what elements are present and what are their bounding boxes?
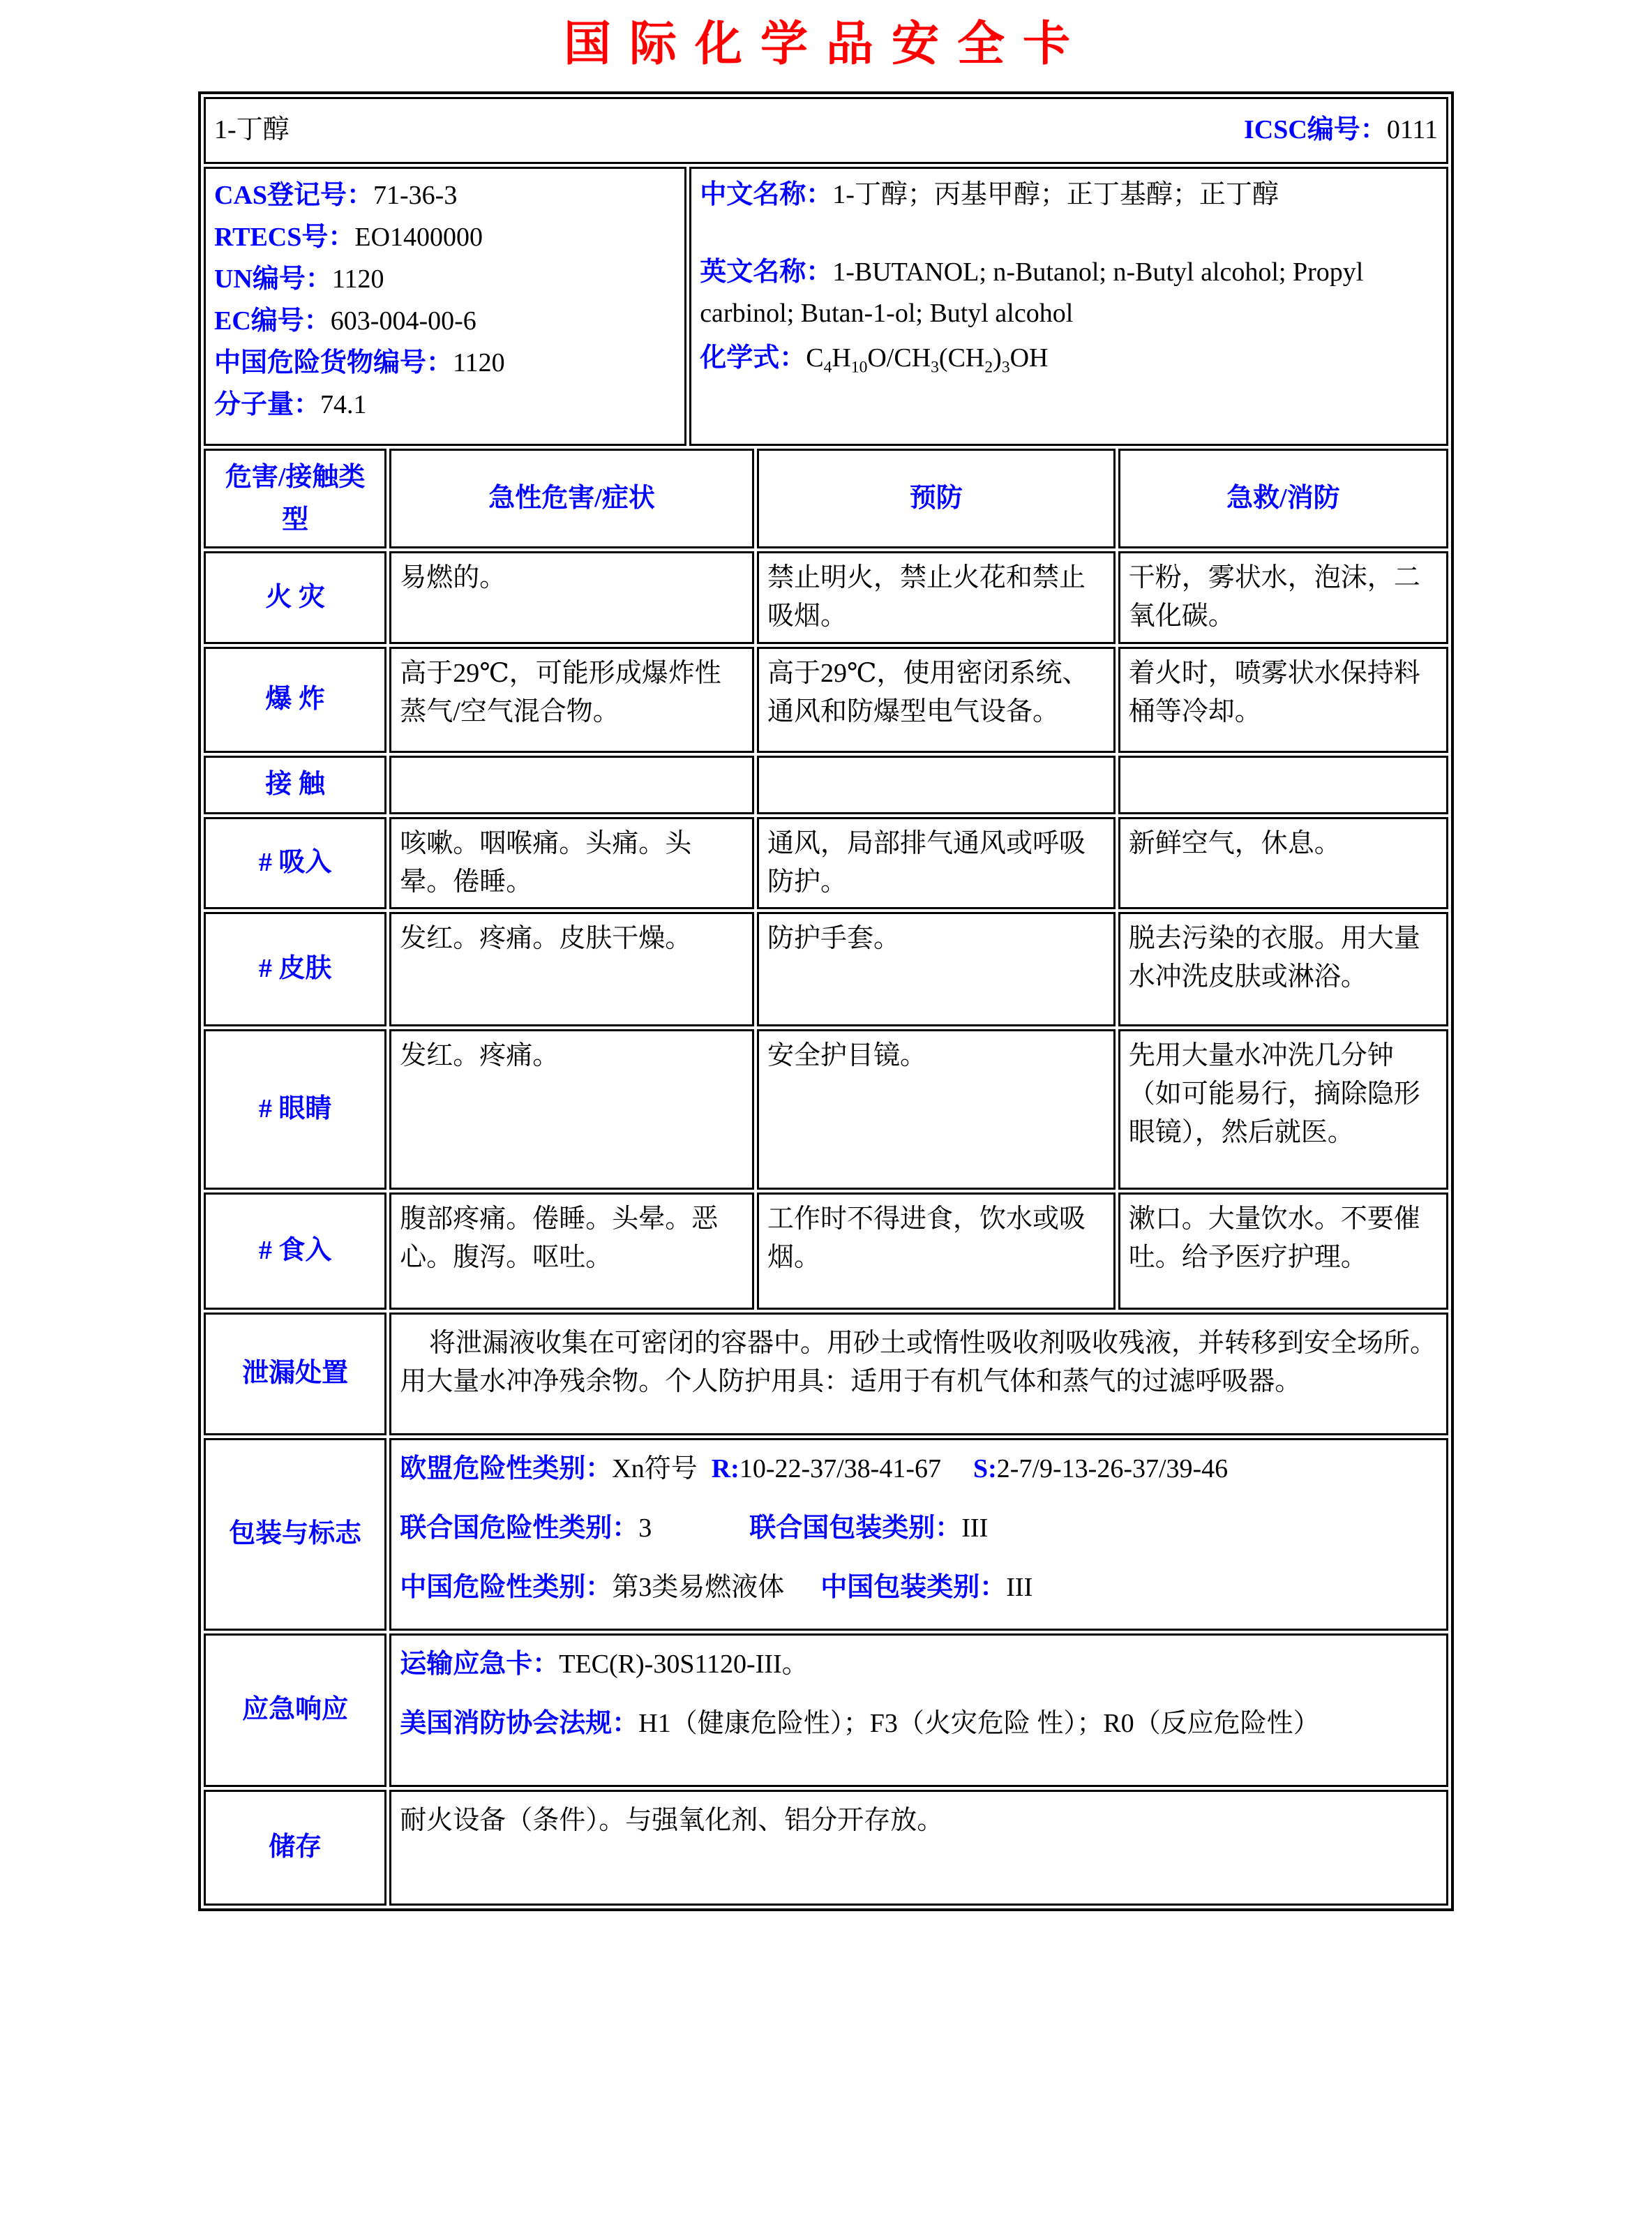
molecular-weight-label: 分子量： (214, 389, 321, 419)
un-number-line (214, 258, 676, 300)
icsc-number-group (1244, 111, 1438, 149)
storage-row (204, 1790, 1448, 1906)
hazard-row-skin (204, 912, 1448, 1026)
ec-label: EC编号： (214, 306, 331, 336)
inhalation-symptoms: 咳嗽。咽喉痛。头痛。头晕。倦睡。 (389, 817, 754, 909)
hazard-row-ingestion (204, 1192, 1448, 1310)
header-hazard-type: 危害/接触类型 (204, 449, 386, 549)
contact-prevention (757, 756, 1116, 814)
skin-symptoms: 发红。疼痛。皮肤干燥。 (389, 912, 754, 1026)
eu-symbol: Xn符号 (612, 1453, 698, 1483)
ingestion-symptoms: 腹部疼痛。倦睡。头晕。恶心。腹泻。呕吐。 (389, 1192, 754, 1310)
un-label: UN编号： (214, 264, 332, 294)
eu-s-label: S: (973, 1453, 997, 1483)
ingestion-first-aid: 漱口。大量饮水。不要催吐。给予医疗护理。 (1118, 1192, 1448, 1310)
eu-r-label: R: (711, 1453, 739, 1483)
packaging-label: 包装与标志 (204, 1438, 386, 1631)
china-dg-label: 中国危险货物编号： (214, 347, 453, 377)
rtecs-value: EO1400000 (354, 222, 483, 252)
eu-classification-line (400, 1450, 1438, 1488)
chinese-name-value: 1-丁醇；丙基甲醇；正丁基醇；正丁醇 (832, 179, 1279, 209)
skin-first-aid: 脱去污染的衣服。用大量水冲洗皮肤或淋浴。 (1118, 912, 1448, 1026)
rtecs-label: RTECS号： (214, 222, 355, 252)
eyes-first-aid: 先用大量水冲洗几分钟（如可能易行，摘除隐形眼镜），然后就医。 (1118, 1029, 1448, 1190)
ingestion-prevention: 工作时不得进食，饮水或吸烟。 (757, 1192, 1116, 1310)
storage-text: 耐火设备（条件）。与强氧化剂、铝分开存放。 (400, 1805, 944, 1835)
spillage-content (389, 1313, 1448, 1435)
fire-prevention: 禁止明火，禁止火花和禁止吸烟。 (757, 551, 1116, 643)
english-name-label: 英文名称： (700, 257, 833, 287)
eyes-prevention: 安全护目镜。 (757, 1029, 1116, 1190)
contact-symptoms (389, 756, 754, 814)
hazard-row-eyes (204, 1029, 1448, 1190)
inhalation-type-label: # 吸入 (204, 817, 386, 909)
header-prevention: 预防 (757, 449, 1116, 549)
cas-number-line (214, 174, 676, 216)
header-acute-hazards: 急性危害/症状 (389, 449, 754, 549)
nfpa-line (400, 1705, 1438, 1743)
eyes-type-label: # 眼睛 (204, 1029, 386, 1190)
ec-number-line (214, 300, 676, 342)
english-name-line (700, 252, 1438, 334)
page-title: 国际化学品安全卡 (563, 17, 1088, 70)
nfpa-value: H1（健康危险性）；F3（火灾危险 性）；R0（反应危险性） (638, 1708, 1320, 1738)
hazard-row-fire (204, 551, 1448, 643)
tremcard-label: 运输应急卡： (400, 1649, 560, 1679)
card-header-cell (204, 97, 1448, 164)
un-pack-label: 联合国包装类别： (749, 1513, 962, 1543)
contact-first-aid (1118, 756, 1448, 814)
explosion-first-aid: 着火时，喷雾状水保持料桶等冷却。 (1118, 647, 1448, 753)
storage-content (389, 1790, 1448, 1906)
chemical-formula-line (700, 338, 1438, 379)
packaging-content (389, 1438, 1448, 1631)
hazard-row-inhalation (204, 817, 1448, 909)
eu-s-value: 2-7/9-13-26-37/39-46 (996, 1453, 1229, 1483)
cn-pack-label: 中国包装类别： (820, 1572, 1007, 1602)
cn-class-label: 中国危险性类别： (400, 1572, 613, 1602)
packaging-row (204, 1438, 1448, 1631)
contact-type-label: 接 触 (204, 756, 386, 814)
cn-pack-value: III (1006, 1572, 1033, 1602)
english-name-value: 1-BUTANOL; n-Butanol; n-Butyl alcohol; Propyl carbinol; Butan-1-ol; Butyl alcohol (700, 257, 1364, 328)
fire-type-label: 火 灾 (204, 551, 386, 643)
china-dg-number-line (214, 342, 676, 384)
icsc-number-value: 0111 (1386, 115, 1438, 145)
tremcard-value: TEC(R)-30S1120-III。 (559, 1649, 809, 1679)
cn-classification-line (400, 1569, 1438, 1607)
chinese-name-line (700, 174, 1438, 216)
molecular-weight-value: 74.1 (320, 389, 367, 419)
skin-prevention: 防护手套。 (757, 912, 1116, 1026)
hazard-row-contact (204, 756, 1448, 814)
header-first-aid: 急救/消防 (1118, 449, 1448, 549)
explosion-type-label: 爆 炸 (204, 647, 386, 753)
inhalation-prevention: 通风，局部排气通风或呼吸防护。 (757, 817, 1116, 909)
nfpa-label: 美国消防协会法规： (400, 1708, 639, 1738)
explosion-symptoms: 高于29℃，可能形成爆炸性蒸气/空气混合物。 (389, 647, 754, 753)
hazard-row-explosion (204, 647, 1448, 753)
storage-label: 储存 (204, 1790, 386, 1906)
un-class-label: 联合国危险性类别： (400, 1513, 639, 1543)
ec-value: 603-004-00-6 (330, 306, 476, 336)
un-value: 1120 (331, 264, 384, 294)
fire-first-aid: 干粉，雾状水，泡沫，二氧化碳。 (1118, 551, 1448, 643)
card-header-row (204, 97, 1448, 164)
skin-type-label: # 皮肤 (204, 912, 386, 1026)
eyes-symptoms: 发红。疼痛。 (389, 1029, 754, 1190)
names-formula-cell (689, 167, 1448, 446)
eu-r-value: 10-22-37/38-41-67 (739, 1453, 941, 1483)
registry-numbers-cell (204, 167, 686, 446)
explosion-prevention: 高于29℃，使用密闭系统、通风和防爆型电气设备。 (757, 647, 1116, 753)
fire-symptoms: 易燃的。 (389, 551, 754, 643)
chinese-name-label: 中文名称： (700, 179, 833, 209)
chemical-formula-value: $C_4H_{10}O/CH_3(CH_2)_3OH$ (806, 343, 1049, 377)
chemical-formula-label: 化学式： (700, 343, 806, 373)
identification-row (204, 167, 1448, 446)
hazard-header-row (204, 449, 1448, 549)
spillage-text: 将泄漏液收集在可密闭的容器中。用砂土或惰性吸收剂吸收残液，并转移到安全场所。用大量水冲净残余物。个人防护用具：适用于有机气体和蒸气的过滤呼吸器。 (400, 1328, 1437, 1396)
rtecs-number-line (214, 216, 676, 258)
icsc-number-label: ICSC编号： (1244, 115, 1387, 145)
cas-value: 71-36-3 (373, 180, 458, 210)
molecular-weight-line (214, 384, 676, 426)
emergency-row (204, 1633, 1448, 1787)
eu-class-label: 欧盟危险性类别： (400, 1453, 613, 1483)
china-dg-value: 1120 (453, 347, 505, 377)
emergency-label: 应急响应 (204, 1633, 386, 1787)
icsc-card (198, 91, 1454, 1911)
emergency-content (389, 1633, 1448, 1787)
ingestion-type-label: # 食入 (204, 1192, 386, 1310)
un-pack-value: III (961, 1513, 989, 1543)
un-classification-line (400, 1509, 1438, 1548)
cn-class-value: 第3类易燃液体 (612, 1572, 785, 1602)
cas-label: CAS登记号： (214, 180, 374, 210)
substance-name: 1-丁醇 (214, 115, 290, 145)
spillage-label: 泄漏处置 (204, 1313, 386, 1435)
un-class-value: 3 (638, 1513, 652, 1543)
tremcard-line (400, 1645, 1438, 1684)
inhalation-first-aid: 新鲜空气，休息。 (1118, 817, 1448, 909)
spillage-row (204, 1313, 1448, 1435)
